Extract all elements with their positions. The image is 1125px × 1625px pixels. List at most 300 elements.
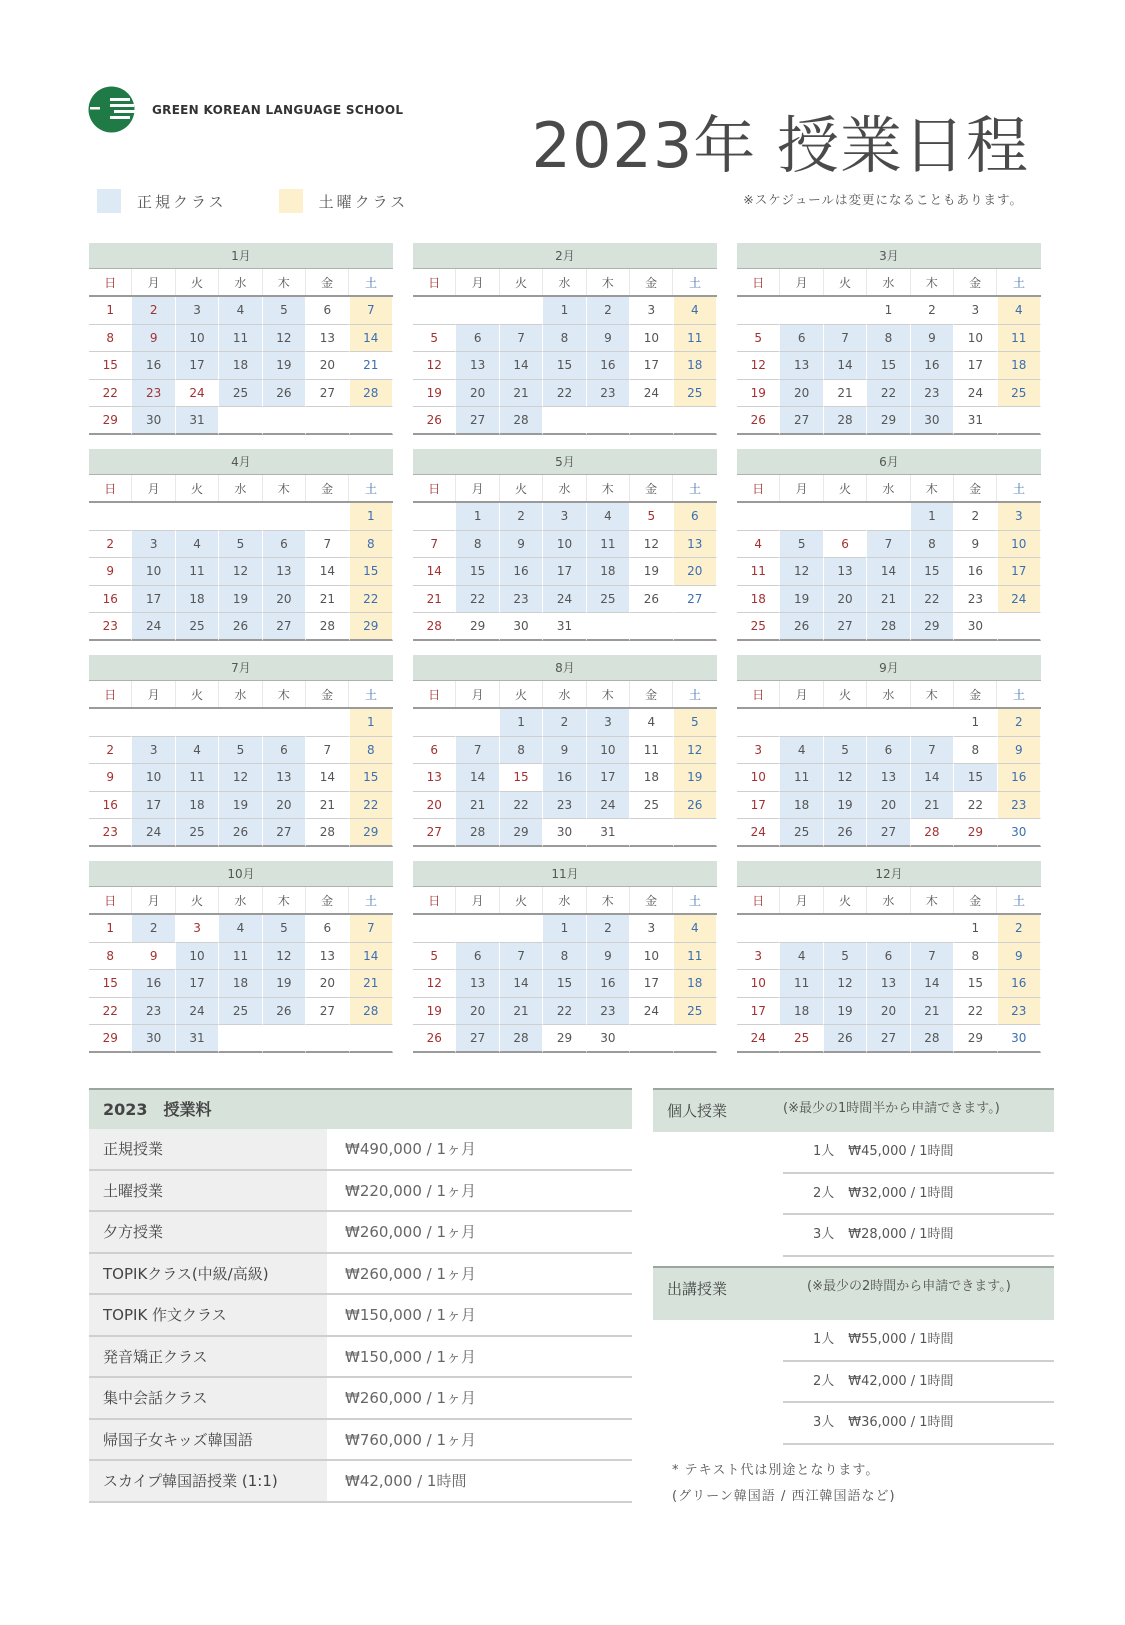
month-calendar: [413, 449, 717, 641]
day-cell: 3: [630, 297, 673, 325]
lesson-people: 2人: [813, 1373, 835, 1389]
day-grid: [413, 503, 717, 641]
day-cell: 13: [867, 764, 910, 792]
day-cell: 5: [219, 531, 262, 559]
weekday-label: 木: [263, 887, 306, 913]
day-cell: 30: [132, 1025, 175, 1053]
day-cell: 9: [89, 558, 132, 586]
day-cell: 9: [587, 943, 630, 971]
day-cell: 4: [176, 737, 219, 765]
day-cell: 15: [89, 352, 132, 380]
day-cell: 28: [500, 407, 543, 435]
day-cell: 29: [350, 613, 393, 641]
tuition-row: [89, 1295, 632, 1337]
day-cell: 7: [500, 943, 543, 971]
day-cell: 22: [500, 792, 543, 820]
day-cell: 14: [500, 970, 543, 998]
day-cell: 24: [630, 380, 673, 408]
day-cell-empty: [674, 407, 717, 435]
weekday-label: 木: [263, 269, 306, 295]
day-cell: 21: [867, 586, 910, 614]
weekday-header: [737, 681, 1041, 709]
day-cell: 9: [132, 943, 175, 971]
day-cell: 7: [306, 531, 349, 559]
day-cell: 6: [780, 325, 823, 353]
tuition-rows: [89, 1129, 632, 1503]
day-cell: 17: [132, 792, 175, 820]
lesson-people: 1人: [813, 1144, 835, 1159]
day-cell: 27: [456, 407, 499, 435]
day-cell-empty: [456, 915, 499, 943]
day-cell: 23: [954, 586, 997, 614]
day-cell: 20: [263, 792, 306, 820]
day-cell: 2: [89, 737, 132, 765]
day-cell: 26: [413, 1025, 456, 1053]
weekday-label: 火: [500, 269, 543, 295]
tuition-course-price: ₩260,000 / 1ヶ月: [345, 1389, 476, 1407]
day-grid: [737, 915, 1041, 1053]
weekday-header: [737, 269, 1041, 297]
day-cell: 2: [998, 709, 1041, 737]
day-cell: 30: [998, 819, 1041, 847]
day-cell: 4: [674, 297, 717, 325]
day-cell: 13: [867, 970, 910, 998]
day-cell: 15: [954, 764, 997, 792]
day-cell: 28: [500, 1025, 543, 1053]
day-cell: 21: [824, 380, 867, 408]
day-cell: 11: [630, 737, 673, 765]
day-cell: 10: [132, 764, 175, 792]
tuition-row: [89, 1129, 632, 1171]
day-cell: 27: [824, 613, 867, 641]
day-cell: 8: [954, 943, 997, 971]
weekday-label: 月: [780, 681, 823, 707]
weekday-label: 金: [630, 475, 673, 501]
day-cell: 12: [413, 970, 456, 998]
day-cell: 8: [350, 737, 393, 765]
day-cell: 7: [413, 531, 456, 559]
day-cell: 27: [867, 1025, 910, 1053]
day-cell: 23: [132, 380, 175, 408]
day-cell-empty: [824, 503, 867, 531]
day-cell: 5: [824, 943, 867, 971]
tuition-course-price: ₩260,000 / 1ヶ月: [345, 1264, 476, 1283]
day-cell: 7: [911, 943, 954, 971]
day-cell: 14: [456, 764, 499, 792]
day-cell: 3: [587, 709, 630, 737]
day-cell: 12: [263, 943, 306, 971]
day-cell: 18: [587, 558, 630, 586]
weekday-label: 日: [89, 269, 132, 295]
legend-saturday-label: 土曜クラス: [318, 192, 409, 211]
weekday-label: 日: [89, 475, 132, 501]
day-cell: 5: [630, 503, 673, 531]
day-cell: 3: [737, 737, 780, 765]
day-cell: 5: [737, 325, 780, 353]
day-cell: 21: [306, 586, 349, 614]
day-cell: 10: [630, 943, 673, 971]
private-lessons-note: (※最少の1時間半から申請できます。): [783, 1101, 1000, 1116]
weekday-label: 月: [456, 887, 499, 913]
weekday-label: 土: [365, 894, 378, 908]
day-cell-empty: [456, 709, 499, 737]
day-cell: 1: [543, 915, 586, 943]
day-cell: 8: [543, 325, 586, 353]
day-cell: 22: [911, 586, 954, 614]
weekday-label: 火: [824, 681, 867, 707]
day-cell: 6: [824, 531, 867, 559]
day-cell: 5: [413, 325, 456, 353]
day-cell-empty: [543, 407, 586, 435]
day-cell: 7: [867, 531, 910, 559]
day-cell: 30: [954, 613, 997, 641]
day-cell: 16: [500, 558, 543, 586]
day-cell: 2: [954, 503, 997, 531]
weekday-label: 日: [737, 269, 780, 295]
weekday-label: 月: [456, 681, 499, 707]
day-cell: 2: [89, 531, 132, 559]
weekday-label: 日: [413, 475, 456, 501]
day-cell: 20: [867, 792, 910, 820]
tuition-row: [89, 1337, 632, 1379]
day-cell: 31: [954, 407, 997, 435]
tuition-row: [89, 1420, 632, 1462]
lesson-price: ₩32,000 / 1時間: [848, 1185, 954, 1201]
legend-regular-label: 正規クラス: [137, 192, 227, 211]
tuition-year: 2023: [103, 1100, 148, 1119]
day-cell: 26: [630, 586, 673, 614]
day-cell: 10: [176, 943, 219, 971]
day-cell: 5: [413, 943, 456, 971]
weekday-label: 火: [176, 887, 219, 913]
tuition-course-price: ₩490,000 / 1ヶ月: [345, 1140, 476, 1158]
tuition-course-name: TOPIK 作文クラス: [89, 1295, 327, 1335]
private-lessons-rows: [653, 1132, 1054, 1257]
weekday-label: 月: [780, 269, 823, 295]
lesson-price: ₩55,000 / 1時間: [848, 1332, 954, 1347]
day-cell: 19: [824, 792, 867, 820]
lesson-price-row: [783, 1403, 1054, 1445]
day-cell: 6: [263, 737, 306, 765]
day-cell: 14: [350, 943, 393, 971]
day-cell: 12: [824, 970, 867, 998]
day-cell: 12: [219, 558, 262, 586]
day-cell-empty: [219, 503, 262, 531]
weekday-label: 土: [1013, 276, 1026, 290]
day-cell-empty: [263, 709, 306, 737]
day-cell-empty: [780, 503, 823, 531]
day-cell-empty: [89, 709, 132, 737]
lesson-people: 2人: [813, 1185, 835, 1201]
visiting-lessons-note: (※最少の2時間から申請できます。): [807, 1279, 1011, 1294]
day-cell: 1: [543, 297, 586, 325]
day-cell: 10: [998, 531, 1041, 559]
weekday-label: 日: [413, 887, 456, 913]
day-cell: 26: [780, 613, 823, 641]
lesson-price: ₩28,000 / 1時間: [848, 1227, 954, 1242]
weekday-label: 金: [306, 887, 349, 913]
day-cell: 21: [456, 792, 499, 820]
day-grid: [413, 915, 717, 1053]
day-cell: 12: [413, 352, 456, 380]
textbook-note: [672, 1458, 896, 1510]
weekday-label: 木: [587, 269, 630, 295]
day-cell: 19: [630, 558, 673, 586]
weekday-label: 火: [500, 887, 543, 913]
month-calendar: [413, 243, 717, 435]
tuition-row: [89, 1378, 632, 1420]
month-calendar: [737, 243, 1041, 435]
day-cell: 4: [737, 531, 780, 559]
weekday-label: 土: [1013, 688, 1026, 702]
visiting-lessons-rows: [653, 1320, 1054, 1445]
day-cell: 21: [500, 998, 543, 1026]
day-cell: 20: [306, 970, 349, 998]
day-cell-empty: [263, 503, 306, 531]
day-cell-empty: [413, 503, 456, 531]
day-cell: 15: [543, 352, 586, 380]
day-cell: 24: [998, 586, 1041, 614]
day-cell: 5: [780, 531, 823, 559]
day-cell: 18: [674, 970, 717, 998]
day-cell: 18: [674, 352, 717, 380]
day-cell: 13: [263, 558, 306, 586]
month-label: 10月: [89, 861, 393, 887]
weekday-header: [89, 887, 393, 915]
weekday-label: 月: [132, 269, 175, 295]
weekday-label: 金: [630, 269, 673, 295]
day-cell: 23: [998, 792, 1041, 820]
day-cell: 2: [998, 915, 1041, 943]
day-cell: 24: [543, 586, 586, 614]
day-cell: 25: [780, 1025, 823, 1053]
day-cell: 11: [780, 764, 823, 792]
weekday-label: 土: [689, 482, 702, 496]
day-cell-empty: [413, 709, 456, 737]
day-grid: [737, 297, 1041, 435]
month-label: 1月: [89, 243, 393, 269]
day-cell: 10: [132, 558, 175, 586]
day-cell: 16: [587, 970, 630, 998]
day-cell: 1: [456, 503, 499, 531]
day-cell: 26: [674, 792, 717, 820]
day-cell: 15: [867, 352, 910, 380]
weekday-label: 火: [176, 475, 219, 501]
day-cell: 17: [132, 586, 175, 614]
visiting-lessons-header: [653, 1266, 1054, 1320]
day-cell: 27: [263, 819, 306, 847]
day-cell: 8: [954, 737, 997, 765]
month-label: 12月: [737, 861, 1041, 887]
day-cell: 8: [543, 943, 586, 971]
day-cell: 15: [543, 970, 586, 998]
weekday-label: 月: [780, 475, 823, 501]
day-cell: 19: [263, 352, 306, 380]
tuition-course-price: ₩760,000 / 1ヶ月: [345, 1430, 476, 1449]
day-cell: 28: [911, 1025, 954, 1053]
day-cell: 18: [630, 764, 673, 792]
day-cell: 13: [306, 943, 349, 971]
day-cell: 5: [824, 737, 867, 765]
day-cell-empty: [587, 613, 630, 641]
day-cell: 21: [413, 586, 456, 614]
day-cell: 25: [219, 380, 262, 408]
day-cell: 27: [867, 819, 910, 847]
day-cell: 30: [543, 819, 586, 847]
day-cell: 8: [89, 943, 132, 971]
weekday-label: 木: [911, 887, 954, 913]
day-grid: [413, 297, 717, 435]
day-cell: 29: [456, 613, 499, 641]
day-cell: 29: [89, 1025, 132, 1053]
day-cell: 16: [911, 352, 954, 380]
weekday-label: 木: [911, 269, 954, 295]
day-cell-empty: [630, 1025, 673, 1053]
day-cell: 3: [543, 503, 586, 531]
tuition-course-name: 正規授業: [89, 1129, 327, 1169]
weekday-label: 水: [867, 475, 910, 501]
day-cell: 20: [456, 998, 499, 1026]
legend: [97, 188, 460, 214]
day-cell: 12: [824, 764, 867, 792]
weekday-label: 水: [219, 475, 262, 501]
day-cell: 2: [500, 503, 543, 531]
day-cell: 11: [176, 764, 219, 792]
day-cell: 10: [737, 764, 780, 792]
weekday-label: 月: [456, 269, 499, 295]
day-cell: 19: [263, 970, 306, 998]
day-cell: 6: [306, 297, 349, 325]
day-cell: 9: [500, 531, 543, 559]
day-cell: 7: [500, 325, 543, 353]
tuition-row: [89, 1212, 632, 1254]
day-cell: 25: [219, 998, 262, 1026]
day-cell: 6: [456, 325, 499, 353]
lesson-price: ₩42,000 / 1時間: [848, 1373, 954, 1389]
weekday-label: 月: [456, 475, 499, 501]
weekday-label: 金: [954, 887, 997, 913]
day-cell: 8: [500, 737, 543, 765]
month-label: 2月: [413, 243, 717, 269]
weekday-label: 土: [1013, 482, 1026, 496]
day-cell: 20: [867, 998, 910, 1026]
day-cell: 20: [306, 352, 349, 380]
day-cell: 4: [176, 531, 219, 559]
day-cell: 28: [867, 613, 910, 641]
day-cell: 1: [89, 915, 132, 943]
day-cell: 15: [350, 558, 393, 586]
tuition-table: [89, 1088, 632, 1503]
day-cell: 6: [867, 737, 910, 765]
day-cell: 16: [998, 970, 1041, 998]
day-cell: 1: [89, 297, 132, 325]
day-cell-empty: [219, 709, 262, 737]
day-grid: [89, 915, 393, 1053]
weekday-label: 木: [263, 475, 306, 501]
day-cell: 10: [954, 325, 997, 353]
day-cell: 26: [263, 998, 306, 1026]
weekday-label: 月: [132, 681, 175, 707]
day-grid: [413, 709, 717, 847]
day-cell-empty: [867, 503, 910, 531]
day-cell: 27: [674, 586, 717, 614]
day-cell: 12: [219, 764, 262, 792]
day-cell: 18: [219, 970, 262, 998]
day-cell-empty: [219, 407, 262, 435]
day-cell: 24: [587, 792, 630, 820]
day-cell: 11: [737, 558, 780, 586]
day-cell: 26: [737, 407, 780, 435]
day-cell-empty: [500, 915, 543, 943]
day-cell-empty: [737, 709, 780, 737]
day-cell: 28: [413, 613, 456, 641]
day-cell: 30: [998, 1025, 1041, 1053]
weekday-header: [413, 681, 717, 709]
day-cell: 10: [543, 531, 586, 559]
tuition-course-name: 土曜授業: [89, 1171, 327, 1211]
day-cell: 2: [587, 297, 630, 325]
month-calendar: [737, 861, 1041, 1053]
day-cell: 19: [219, 792, 262, 820]
day-cell: 18: [219, 352, 262, 380]
visiting-lessons: [653, 1266, 1054, 1445]
day-cell: 23: [89, 613, 132, 641]
day-cell: 25: [176, 613, 219, 641]
day-cell: 30: [500, 613, 543, 641]
day-cell: 29: [543, 1025, 586, 1053]
day-cell: 28: [306, 819, 349, 847]
day-cell: 28: [306, 613, 349, 641]
visiting-lessons-title: 出講授業: [667, 1280, 728, 1298]
tuition-course-name: TOPIKクラス(中級/高級): [89, 1254, 327, 1294]
day-cell: 11: [219, 325, 262, 353]
day-cell: 30: [587, 1025, 630, 1053]
day-cell: 29: [350, 819, 393, 847]
day-cell: 9: [998, 737, 1041, 765]
day-cell: 27: [306, 380, 349, 408]
day-cell: 17: [737, 998, 780, 1026]
day-cell: 23: [543, 792, 586, 820]
day-cell: 1: [954, 915, 997, 943]
day-cell: 28: [456, 819, 499, 847]
weekday-label: 日: [737, 681, 780, 707]
day-cell-empty: [780, 297, 823, 325]
day-cell: 24: [737, 819, 780, 847]
day-cell: 3: [176, 915, 219, 943]
day-cell: 21: [350, 352, 393, 380]
tuition-course-price: ₩260,000 / 1ヶ月: [345, 1223, 476, 1241]
day-cell: 4: [780, 943, 823, 971]
month-label: 4月: [89, 449, 393, 475]
weekday-header: [737, 887, 1041, 915]
day-cell: 23: [998, 998, 1041, 1026]
tuition-course-name: スカイプ韓国語授業 (1:1): [89, 1461, 327, 1501]
day-cell: 15: [954, 970, 997, 998]
legend-saturday-swatch: [279, 189, 303, 213]
day-cell: 19: [674, 764, 717, 792]
day-cell: 18: [780, 998, 823, 1026]
day-cell-empty: [674, 1025, 717, 1053]
day-cell: 24: [132, 613, 175, 641]
day-cell: 3: [132, 531, 175, 559]
day-cell: 6: [674, 503, 717, 531]
day-cell: 18: [737, 586, 780, 614]
weekday-label: 土: [365, 276, 378, 290]
tuition-course-price: ₩220,000 / 1ヶ月: [345, 1181, 476, 1200]
tuition-row: [89, 1461, 632, 1503]
day-cell-empty: [630, 407, 673, 435]
day-cell: 7: [824, 325, 867, 353]
